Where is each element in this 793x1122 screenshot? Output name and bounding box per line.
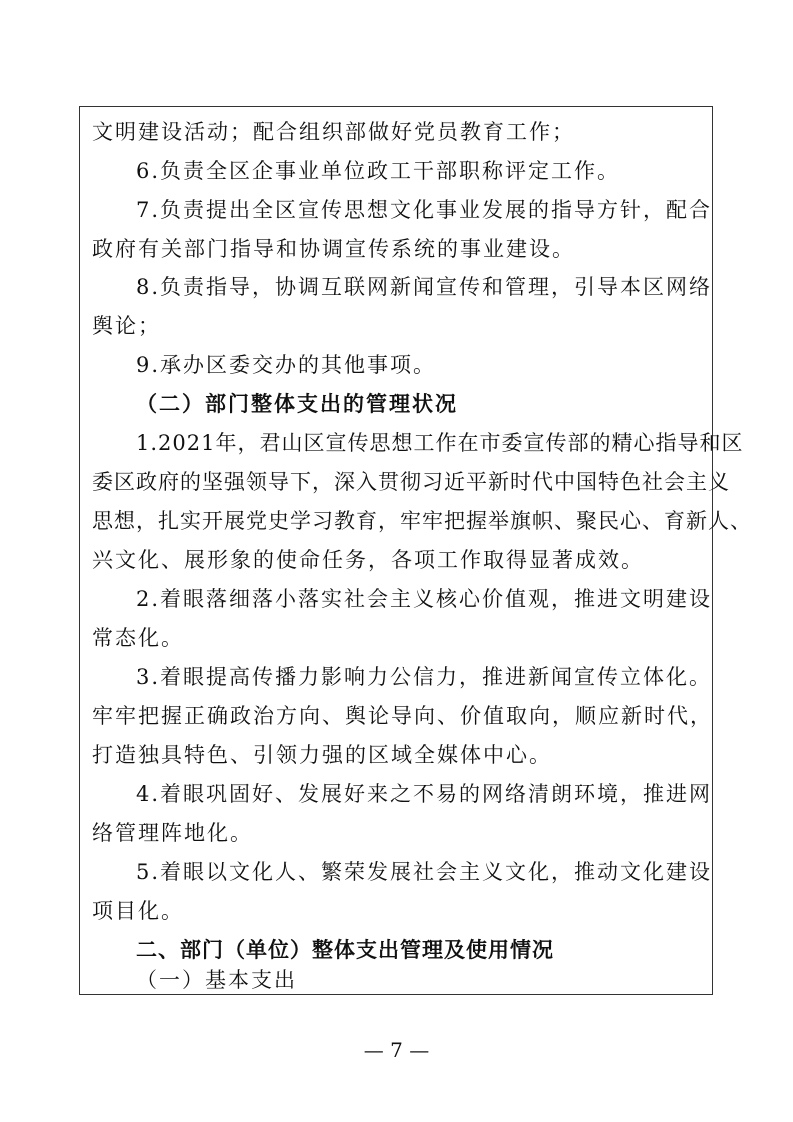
text-line: 委区政府的坚强领导下，深入贯彻习近平新时代中国特色社会主义 [92,470,730,494]
content-frame [79,106,752,995]
text-line: 9.承办区委交办的其他事项。 [136,353,437,377]
text-line: 打造独具特色、引领力强的区域全媒体中心。 [92,743,552,767]
text-line: 思想，扎实开展党史学习教育，牢牢把握举旗帜、聚民心、育新人、 [92,509,752,533]
text-line: 政府有关部门指导和协调宣传系统的事业建设。 [92,237,575,261]
text-line: 5.着眼以文化人、繁荣发展社会主义文化，推动文化建设 [136,860,713,884]
text-line: 文明建设活动；配合组织部做好党员教育工作； [92,120,575,144]
text-line: 兴文化、展形象的使命任务，各项工作取得显著成效。 [92,548,644,572]
text-line: 6.负责全区企事业单位政工干部职称评定工作。 [136,159,621,183]
text-line: 2.着眼落细落小落实社会主义核心价值观，推进文明建设 [136,587,713,611]
text-line: 3.着眼提高传播力影响力公信力，推进新闻宣传立体化。 [136,665,713,689]
section-heading: （二）部门整体支出的管理状况 [136,391,458,416]
text-line: 舆论； [92,314,161,338]
text-line: 常态化。 [92,626,184,650]
page-number: — 7 — [363,1038,430,1062]
text-line: 8.负责指导，协调互联网新闻宣传和管理，引导本区网络 [136,275,713,299]
text-line: 络管理阵地化。 [92,821,253,845]
section-heading: 二、部门（单位）整体支出管理及使用情况 [136,937,554,962]
text-line: 牢牢把握正确政治方向、舆论导向、价值取向，顺应新时代， [92,704,713,728]
text-line: （一）基本支出 [136,968,297,992]
text-line: 项目化。 [92,899,184,923]
text-line: 7.负责提出全区宣传思想文化事业发展的指导方针，配合 [136,198,713,222]
text-line: 4.着眼巩固好、发展好来之不易的网络清朗环境，推进网 [136,782,713,806]
text-line: 1.2021年，君山区宣传思想工作在市委宣传部的精心指导和区 [136,431,744,455]
